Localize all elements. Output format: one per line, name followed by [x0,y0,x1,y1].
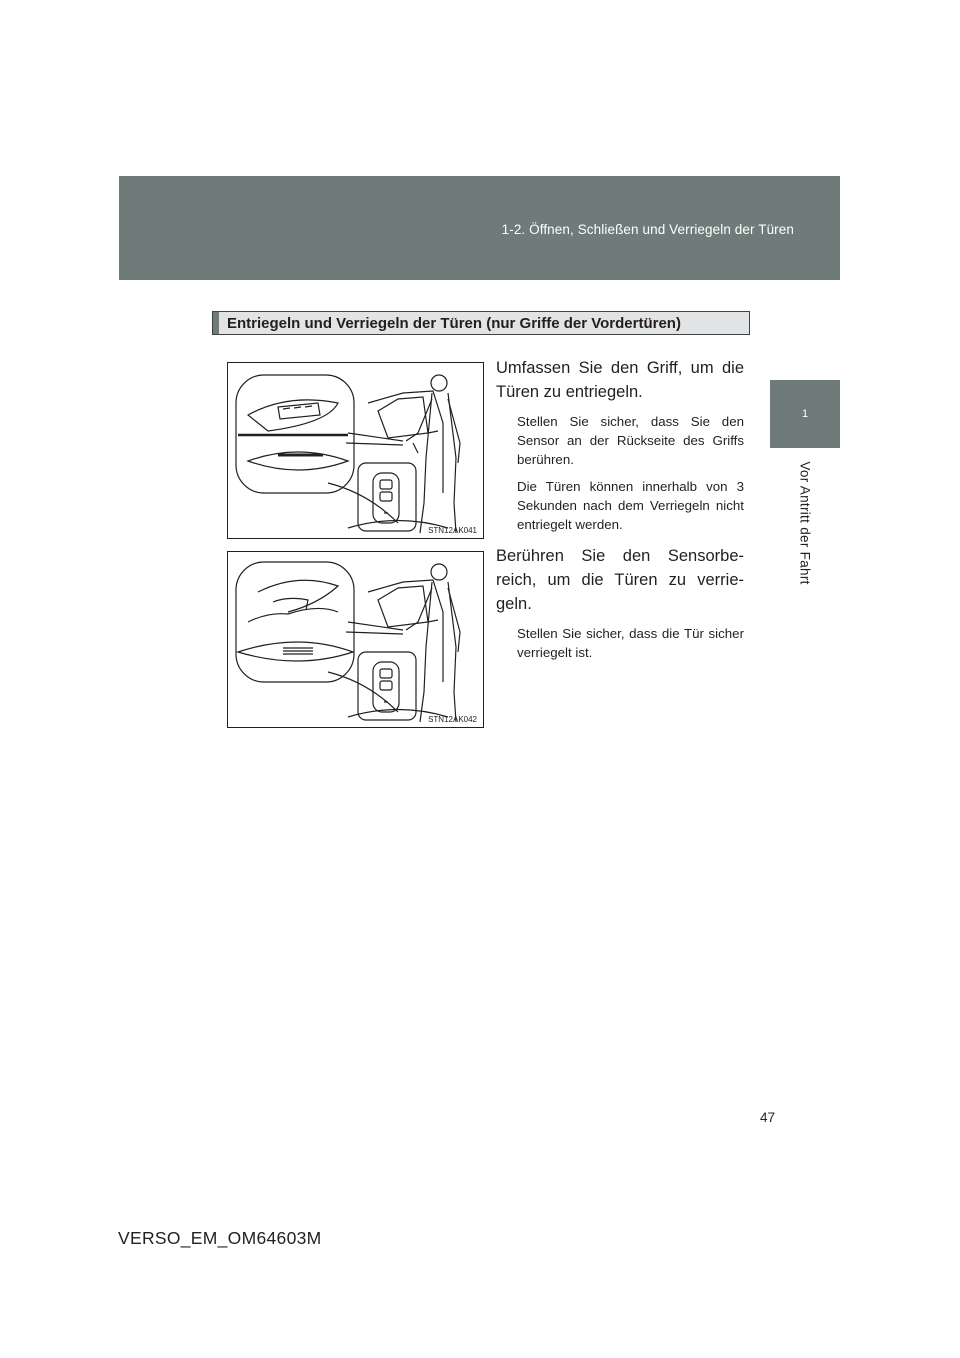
step-unlock-note: Stellen Sie sicher, dass Sie den Sensor an der Rückseite des Griffs berühren. [517,414,744,467]
step-lock-note: Stellen Sie sicher, dass die Tür sicher verriegelt ist. [517,626,744,660]
figure-lock-illustration [227,551,484,728]
step-lock [496,544,744,662]
side-tab [770,448,840,598]
side-tab-number [770,380,840,448]
figure-code: STN12AK041 [428,526,477,535]
step-lock-text: Berühren Sie den Sensorbe-reich, um die Türen zu verrie-geln. [496,547,744,613]
unlock-illustration [228,363,483,538]
section-heading [212,311,750,335]
step-unlock [496,356,744,534]
step-unlock-note: Die Türen können innerhalb von 3 Sekunden nach dem Verriegeln nicht entriegelt werden. [517,479,744,532]
side-tab-label: Vor Antritt der Fahrt [797,461,813,585]
chapter-title: 1-2. Öffnen, Schließen und Verriegeln der Türen [501,222,794,237]
section-heading-text: Entriegeln und Verriegeln der Türen (nur Griffe der Vordertüren) [227,315,681,332]
side-tab-number-label: 1 [801,408,809,420]
footer-document-code: VERSO_EM_OM64603M [118,1228,322,1248]
figure-code: STN12AK042 [428,715,477,724]
lock-illustration [228,552,483,727]
page-number: 47 [760,1110,776,1125]
step-unlock-text: Umfassen Sie den Griff, um die Türen zu entriegeln. [496,359,744,401]
figure-unlock-illustration [227,362,484,539]
header-band [119,176,840,280]
